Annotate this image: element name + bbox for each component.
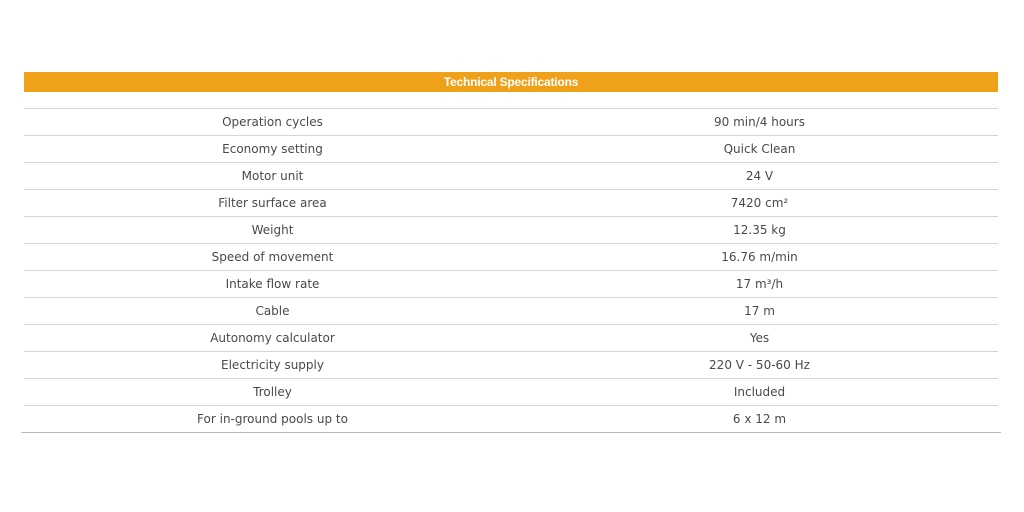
table-row — [24, 109, 998, 136]
spec-label: Economy setting — [222, 142, 323, 156]
spec-label: Operation cycles — [222, 115, 323, 129]
spec-label: Speed of movement — [211, 250, 334, 264]
spec-value: Yes — [749, 331, 770, 345]
spec-label: Electricity supply — [221, 358, 324, 372]
table-row — [24, 271, 998, 298]
spec-value: 17 m — [744, 304, 775, 318]
table-row — [24, 163, 998, 190]
spec-label: For in-ground pools up to — [197, 412, 348, 426]
spec-value: 16.76 m/min — [721, 250, 798, 264]
table-row — [24, 217, 998, 244]
specs-table — [24, 72, 998, 433]
table-row — [24, 379, 998, 406]
spec-value: 6 x 12 m — [732, 412, 787, 426]
header-spacer — [24, 92, 998, 109]
spec-value: 12.35 kg — [733, 223, 786, 237]
table-row — [24, 298, 998, 325]
spec-value: 7420 cm² — [730, 196, 789, 210]
spec-value: 24 V — [745, 169, 774, 183]
spec-value: Quick Clean — [723, 142, 796, 156]
specs-title: Technical Specifications — [24, 72, 998, 92]
table-row — [24, 325, 998, 352]
spec-label: Trolley — [253, 385, 292, 399]
spec-label: Intake flow rate — [225, 277, 320, 291]
table-row — [24, 352, 998, 379]
spec-value: 17 m³/h — [735, 277, 784, 291]
spec-label: Cable — [255, 304, 290, 318]
spec-label: Autonomy calculator — [210, 331, 335, 345]
table-row — [24, 244, 998, 271]
table-row — [21, 406, 1001, 433]
spec-value: Included — [733, 385, 786, 399]
spec-label: Weight — [251, 223, 294, 237]
spec-value: 220 V - 50-60 Hz — [709, 358, 810, 372]
table-row — [24, 136, 998, 163]
spec-label: Motor unit — [241, 169, 304, 183]
table-row — [24, 190, 998, 217]
spec-label: Filter surface area — [218, 196, 327, 210]
spec-value: 90 min/4 hours — [714, 115, 805, 129]
